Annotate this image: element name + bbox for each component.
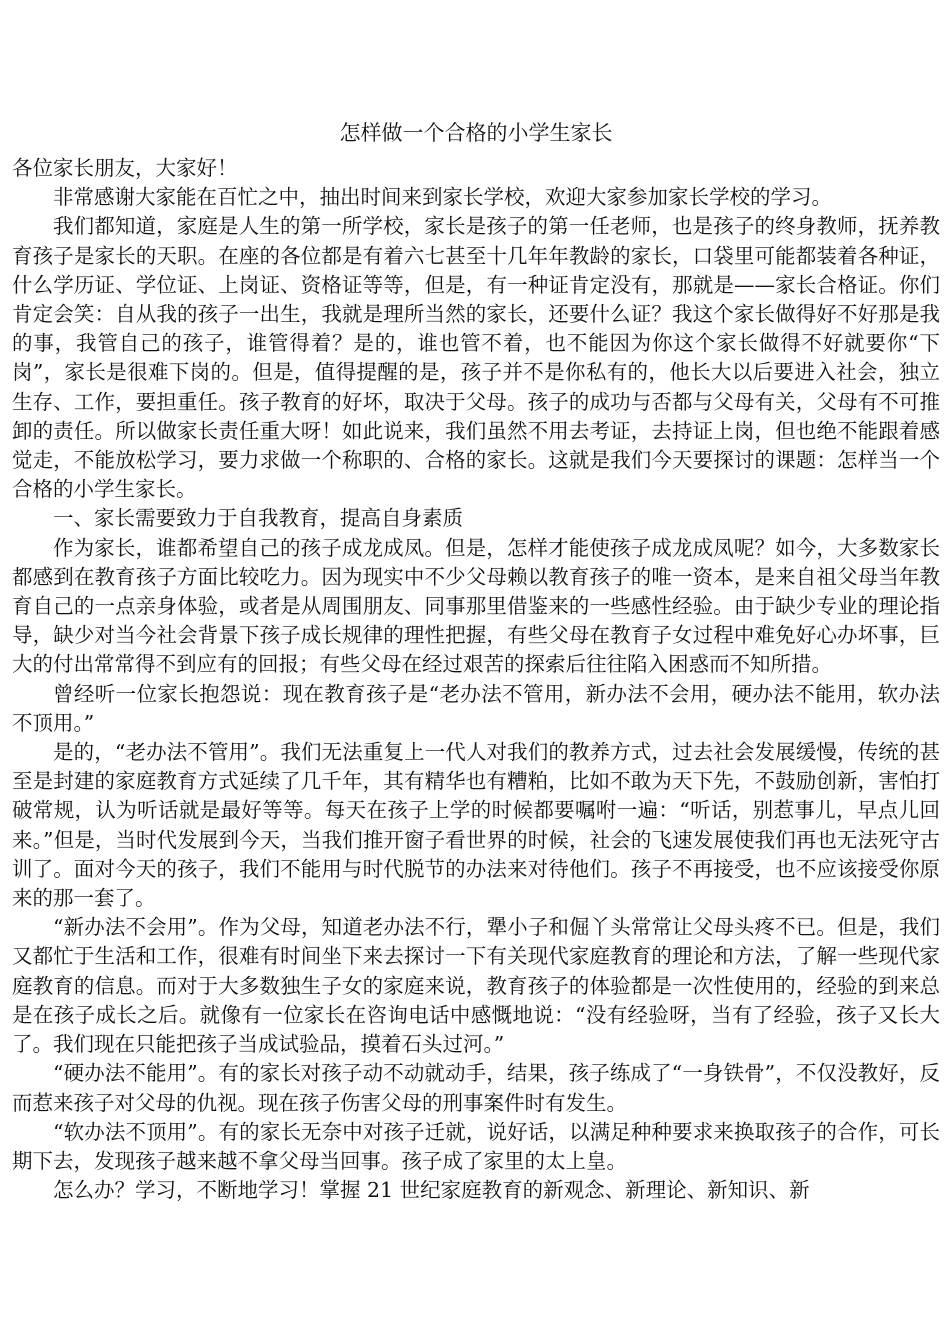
paragraph-thanks: 非常感谢大家能在百忙之中，抽出时间来到家长学校，欢迎大家参加家长学校的学习。 [53,185,832,210]
paragraph-soft-methods: “软办法不顶用”。有的家长无奈中对孩子迁就，说好话，以满足种种要求来换取孩子的合作，可长期下去，发现孩子越来越不拿父母当回事。孩子成了家里的太上皇。 [12,1119,940,1173]
paragraph-new-methods: “新办法不会用”。作为父母，知道老办法不行，犟小子和倔丫头常常让父母头疼不已。但是，我们又都忙于生活和工作，很难有时间坐下来去探讨一下有关现代家庭教育的理论和方法，了解一些现代家庭教育的信息。而对于大多数独生子女的家庭来说，教育孩子的体验都是一次性使用的，经验的到来总是在孩子成长之后。就像有一位家长在咨询电话中感慨地说：“没有经验呀，当有了经验，孩子又长大了。我们现在只能把孩子当成试验品，摸着石头过河。” [12,915,940,1057]
paragraph-old-methods: 是的，“老办法不管用”。我们无法重复上一代人对我们的教养方式，过去社会发展缓慢，传统的甚至是封建的家庭教育方式延续了几千年，其有精华也有糟粕，比如不敢为天下先，不鼓励创新，害怕打破常规，认为听话就是最好等等。每天在孩子上学的时候都要嘱咐一遍：“听话，别惹事儿，早点儿回来。”但是，当时代发展到今天，当我们推开窗子看世界的时候，社会的飞速发展使我们再也无法死守古训了。面对今天的孩子，我们不能用与时代脱节的办法来对待他们。孩子不再接受，也不应该接受你原来的那一套了。 [12,740,940,911]
paragraph-what-to-do: 怎么办？学习，不断地学习！掌握 21 世纪家庭教育的新观念、新理论、新知识、新 [53,1178,810,1203]
document-page [12,118,940,1205]
paragraph-hopes: 作为家长，谁都希望自己的孩子成龙成凤。但是，怎样才能使孩子成龙成凤呢？如今，大多数家长都感到在教育孩子方面比较吃力。因为现实中不少父母赖以教育孩子的唯一资本，是来自祖父母当年教育自己的一点亲身体验，或者是从周围朋友、同事那里借鉴来的一些感性经验。由于缺少专业的理论指导，缺少对当今社会背景下孩子成长规律的理性把握，有些父母在教育子女过程中难免好心办坏事，巨大的付出常常得不到应有的回报；有些父母在经过艰苦的探索后往往陷入困惑而不知所措。 [12,535,940,677]
paragraph-intro: 我们都知道，家庭是人生的第一所学校，家长是孩子的第一任老师，也是孩子的终身教师，抚养教育孩子是家长的天职。在座的各位都是有着六七甚至十几年年教龄的家长，口袋里可能都装着各种证，什么学历证、学位证、上岗证、资格证等等，但是，有一种证肯定没有，那就是——家长合格证。你们肯定会笑：自从我的孩子一出生，我就是理所当然的家长，还要什么证？我这个家长做得好不好那是我的事，我管自己的孩子，谁管得着？是的，谁也管不着，也不能因为你这个家长做得不好就要你“下岗”，家长是很难下岗的。但是，值得提醒的是，孩子并不是你私有的，他长大以后要进入社会，独立生存、工作，要担重任。孩子教育的好坏，取决于父母。孩子的成功与否都与父母有关，父母有不可推卸的责任。所以做家长责任重大呀！如此说来，我们虽然不用去考证，去持证上岗，但也绝不能跟着感觉走，不能放松学习，要力求做一个称职的、合格的家长。这就是我们今天要探讨的课题：怎样当一个合格的小学生家长。 [12,214,940,502]
paragraph-complaint: 曾经听一位家长抱怨说：现在教育孩子是“老办法不管用，新办法不会用，硬办法不能用，软办法不顶用。” [12,681,940,735]
greeting: 各位家长朋友，大家好！ [12,156,238,180]
paragraph-hard-methods: “硬办法不能用”。有的家长对孩子动不动就动手，结果，孩子练成了“一身铁骨”，不仅没教好，反而惹来孩子对父母的仇视。现在孩子伤害父母的刑事案件时有发生。 [12,1061,940,1115]
document-title: 怎样做一个合格的小学生家长 [339,121,613,145]
section-heading-1: 一、家长需要致力于自我教育，提高自身素质 [53,506,463,531]
